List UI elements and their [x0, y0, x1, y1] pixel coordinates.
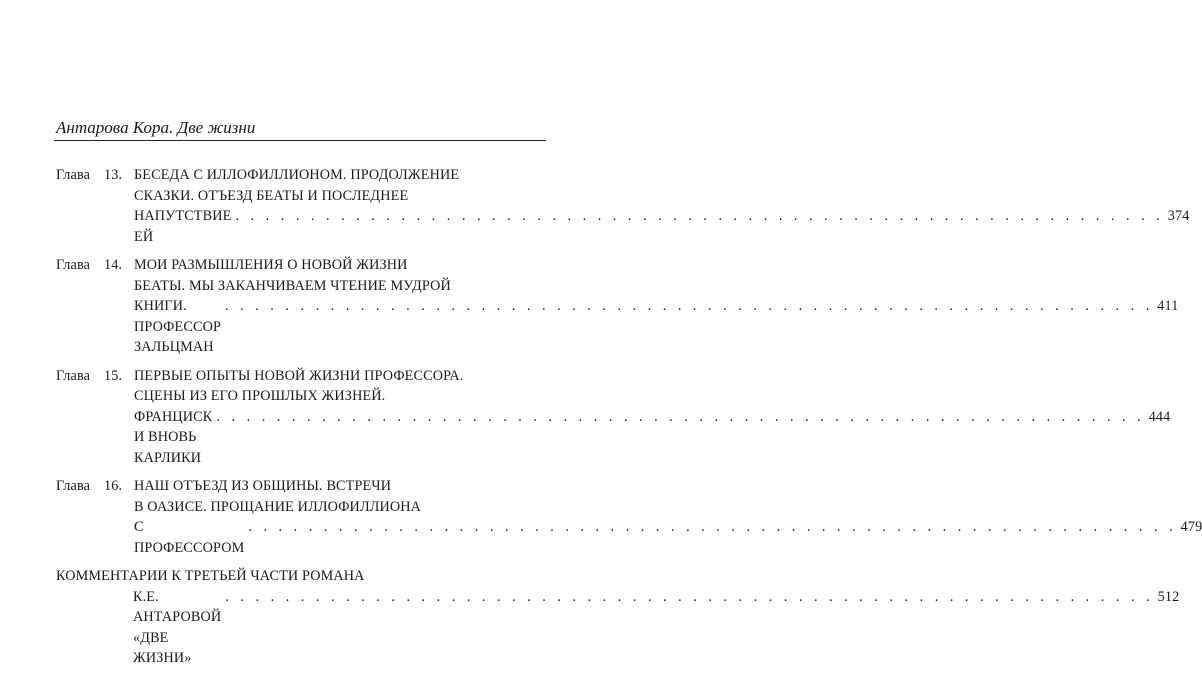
chapter-label: [56, 255, 134, 358]
page-number: 411: [1157, 298, 1179, 314]
chapter-word: Глава: [56, 478, 91, 494]
dot-leader: . . . . . . . . . . . . . . . . . . . . . . . . . . . . . . . . . . . . . . . . . . . . . . . . . . . . . . . . . . . . . .: [248, 519, 1177, 535]
chapter-title: [134, 476, 1202, 558]
chapter-title: [134, 165, 1189, 247]
toc-entry-chapter-15[interactable]: [56, 366, 1171, 469]
toc-entry-commentary[interactable]: [56, 566, 1180, 669]
dot-leader: . . . . . . . . . . . . . . . . . . . . . . . . . . . . . . . . . . . . . . . . . . . . . . . . . . . . . . . . . . . . . .: [225, 298, 1154, 314]
chapter-label: [56, 366, 134, 469]
running-header: [54, 118, 546, 141]
title-line: КНИГИ. ПРОФЕССОР ЗАЛЬЦМАН: [134, 298, 222, 355]
chapter-title: [134, 366, 1170, 469]
chapter-word: Глава: [56, 257, 91, 273]
title-last-line: [134, 296, 1179, 358]
title-line: СКАЗКИ. ОТЪЕЗД БЕАТЫ И ПОСЛЕДНЕЕ: [134, 187, 409, 204]
table-of-contents: [56, 165, 1202, 677]
title-line: БЕСЕДА С ИЛЛОФИЛЛИОНОМ. ПРОДОЛЖЕНИЕ: [134, 167, 460, 183]
toc-entry-chapter-14[interactable]: [56, 255, 1179, 358]
title-line: БЕАТЫ. МЫ ЗАКАНЧИВАЕМ ЧТЕНИЕ МУДРОЙ: [134, 277, 451, 294]
dot-leader: . . . . . . . . . . . . . . . . . . . . . . . . . . . . . . . . . . . . . . . . . . . . . . . . . . . . . . . . . . . . . .: [216, 408, 1145, 425]
toc-entry-chapter-13[interactable]: [56, 165, 1190, 247]
title-line: ФРАНЦИСК И ВНОВЬ КАРЛИКИ: [134, 408, 213, 466]
page-number: 444: [1148, 408, 1171, 425]
title-line: СЦЕНЫ ИЗ ЕГО ПРОШЛЫХ ЖИЗНЕЙ.: [134, 388, 386, 404]
chapter-number: 16.: [104, 478, 123, 494]
dot-leader: . . . . . . . . . . . . . . . . . . . . . . . . . . . . . . . . . . . . . . . . . . . . . . . . . . . . . . . . . . . . . .: [225, 588, 1154, 605]
header-rule: [54, 140, 546, 141]
page-number: 374: [1167, 208, 1190, 224]
title-line: НАШ ОТЪЕЗД ИЗ ОБЩИНЫ. ВСТРЕЧИ: [134, 478, 392, 494]
chapter-title: [134, 255, 1179, 358]
toc-entry-chapter-16[interactable]: [56, 476, 1202, 558]
dot-leader: . . . . . . . . . . . . . . . . . . . . . . . . . . . . . . . . . . . . . . . . . . . . . . . . . . . . . . . . . . . . . .: [235, 208, 1164, 224]
title-last-line: [134, 206, 1189, 247]
title-line: НАПУТСТВИЕ ЕЙ: [134, 208, 232, 245]
chapter-word: Глава: [56, 367, 91, 384]
title-line: К.Е. АНТАРОВОЙ «ДВЕ ЖИЗНИ»: [133, 588, 222, 666]
page-number: 512: [1157, 588, 1180, 605]
chapter-word: Глава: [56, 167, 91, 183]
chapter-number: 15.: [104, 367, 123, 384]
title-line: МОИ РАЗМЫШЛЕНИЯ О НОВОЙ ЖИЗНИ: [134, 257, 408, 273]
page-number: 479: [1180, 519, 1202, 535]
book-title: Антарова Кора. Две жизни: [56, 118, 256, 137]
title-line: С ПРОФЕССОРОМ: [134, 519, 245, 556]
title-last-line: [134, 407, 1170, 469]
chapter-label: [56, 476, 134, 558]
chapter-number: 13.: [104, 167, 123, 183]
title-last-line: [56, 587, 1180, 669]
title-line: ПЕРВЫЕ ОПЫТЫ НОВОЙ ЖИЗНИ ПРОФЕССОРА.: [134, 367, 464, 384]
chapter-number: 14.: [104, 257, 123, 273]
title-line: КОММЕНТАРИИ К ТРЕТЬЕЙ ЧАСТИ РОМАНА: [56, 568, 365, 584]
title-line: В ОАЗИСЕ. ПРОЩАНИЕ ИЛЛОФИЛЛИОНА: [134, 498, 422, 515]
chapter-label: [56, 165, 134, 247]
title-last-line: [134, 517, 1202, 558]
